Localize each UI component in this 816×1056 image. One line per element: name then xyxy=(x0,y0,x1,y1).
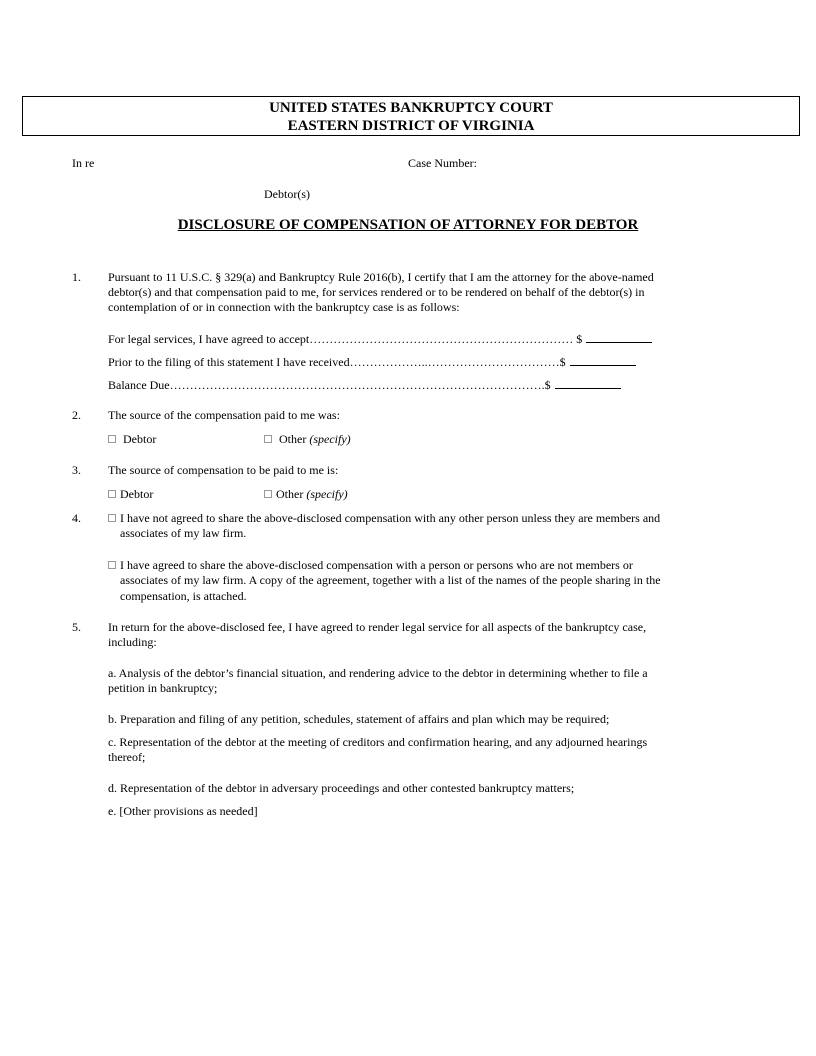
section-4-option-a-line-2: associates of my law firm. xyxy=(120,526,247,540)
case-number-label: Case Number: xyxy=(408,156,477,170)
section-5-number: 5. xyxy=(72,620,81,634)
service-a-line-1: a. Analysis of the debtor’s financial situation, and rendering advice to the debtor in determining whether to file a xyxy=(108,666,648,680)
section-4-option-a[interactable]: I have not agreed to share the above-disclosed compensation with any other person unless they are members and xyxy=(108,511,660,526)
court-header xyxy=(22,96,800,136)
fee-leader: ………………………………………………………… $ xyxy=(309,332,583,346)
checkbox-icon[interactable] xyxy=(264,490,272,498)
section-4-option-b-line-3: compensation, is attached. xyxy=(120,589,247,603)
section-1-number: 1. xyxy=(72,270,81,284)
section-5-intro-line-1: In return for the above-disclosed fee, I have agreed to render legal service for all aspects of the bankruptcy case, xyxy=(108,620,647,634)
section-1-line-2: debtor(s) and that compensation paid to me, for services rendered or to be rendered on behalf of the debtor(s) in xyxy=(108,285,645,299)
section-3-number: 3. xyxy=(72,463,81,477)
section-4-option-b-line-2: associates of my law firm. A copy of the agreement, together with a list of the names of the people sharing in the xyxy=(120,573,661,587)
district-name: EASTERN DISTRICT OF VIRGINIA xyxy=(287,118,535,134)
debtor-label: Debtor(s) xyxy=(264,187,310,201)
checkbox-icon[interactable] xyxy=(264,435,272,443)
section-3-other-option[interactable]: Other (specify) xyxy=(264,487,348,502)
in-re-label: In re xyxy=(72,156,95,170)
fee-leader: ………………………………………………………………………………….$ xyxy=(169,378,551,392)
section-2-other-option[interactable]: Other (specify) xyxy=(264,432,351,447)
fee-row-balance xyxy=(108,377,621,393)
service-c-line-1: c. Representation of the debtor at the meeting of creditors and confirmation hearing, and any adjourned hearings xyxy=(108,735,648,749)
section-2-number: 2. xyxy=(72,408,81,422)
section-2-debtor-option[interactable]: Debtor xyxy=(108,432,156,447)
section-2-text: The source of the compensation paid to me was: xyxy=(108,408,340,422)
fee-amount-field[interactable] xyxy=(570,354,636,366)
court-name: UNITED STATES BANKRUPTCY COURT xyxy=(269,100,553,116)
fee-leader: ………………..……………………………$ xyxy=(349,355,566,369)
fee-row-received xyxy=(108,354,636,370)
service-c-line-2: thereof; xyxy=(108,750,146,764)
section-1-line-1: Pursuant to 11 U.S.C. § 329(a) and Bankruptcy Rule 2016(b), I certify that I am the attorney for the above-named xyxy=(108,270,654,284)
section-3-text: The source of compensation to be paid to me is: xyxy=(108,463,339,477)
fee-row-agreed xyxy=(108,331,652,347)
section-5-intro-line-2: including: xyxy=(108,635,157,649)
fee-amount-field[interactable] xyxy=(586,331,652,343)
service-e: e. [Other provisions as needed] xyxy=(108,804,258,818)
service-a-line-2: petition in bankruptcy; xyxy=(108,681,218,695)
checkbox-icon[interactable] xyxy=(108,561,116,569)
section-1-line-3: contemplation of or in connection with the bankruptcy case is as follows: xyxy=(108,300,460,314)
section-4-number: 4. xyxy=(72,511,81,525)
service-d: d. Representation of the debtor in adversary proceedings and other contested bankruptcy matters; xyxy=(108,781,575,795)
document-title: DISCLOSURE OF COMPENSATION OF ATTORNEY FOR DEBTOR xyxy=(177,217,639,233)
fee-amount-field[interactable] xyxy=(555,377,621,389)
fee-label: For legal services, I have agreed to accept xyxy=(108,332,310,346)
checkbox-icon[interactable] xyxy=(108,514,116,522)
checkbox-icon[interactable] xyxy=(108,490,116,498)
fee-label: Balance Due xyxy=(108,378,170,392)
fee-label: Prior to the filing of this statement I have received xyxy=(108,355,350,369)
service-b: b. Preparation and filing of any petition, schedules, statement of affairs and plan which may be required; xyxy=(108,712,610,726)
section-3-debtor-option[interactable]: Debtor xyxy=(108,487,153,502)
section-4-option-b[interactable]: I have agreed to share the above-disclosed compensation with a person or persons who are not members or xyxy=(108,558,633,573)
checkbox-icon[interactable] xyxy=(108,435,116,443)
